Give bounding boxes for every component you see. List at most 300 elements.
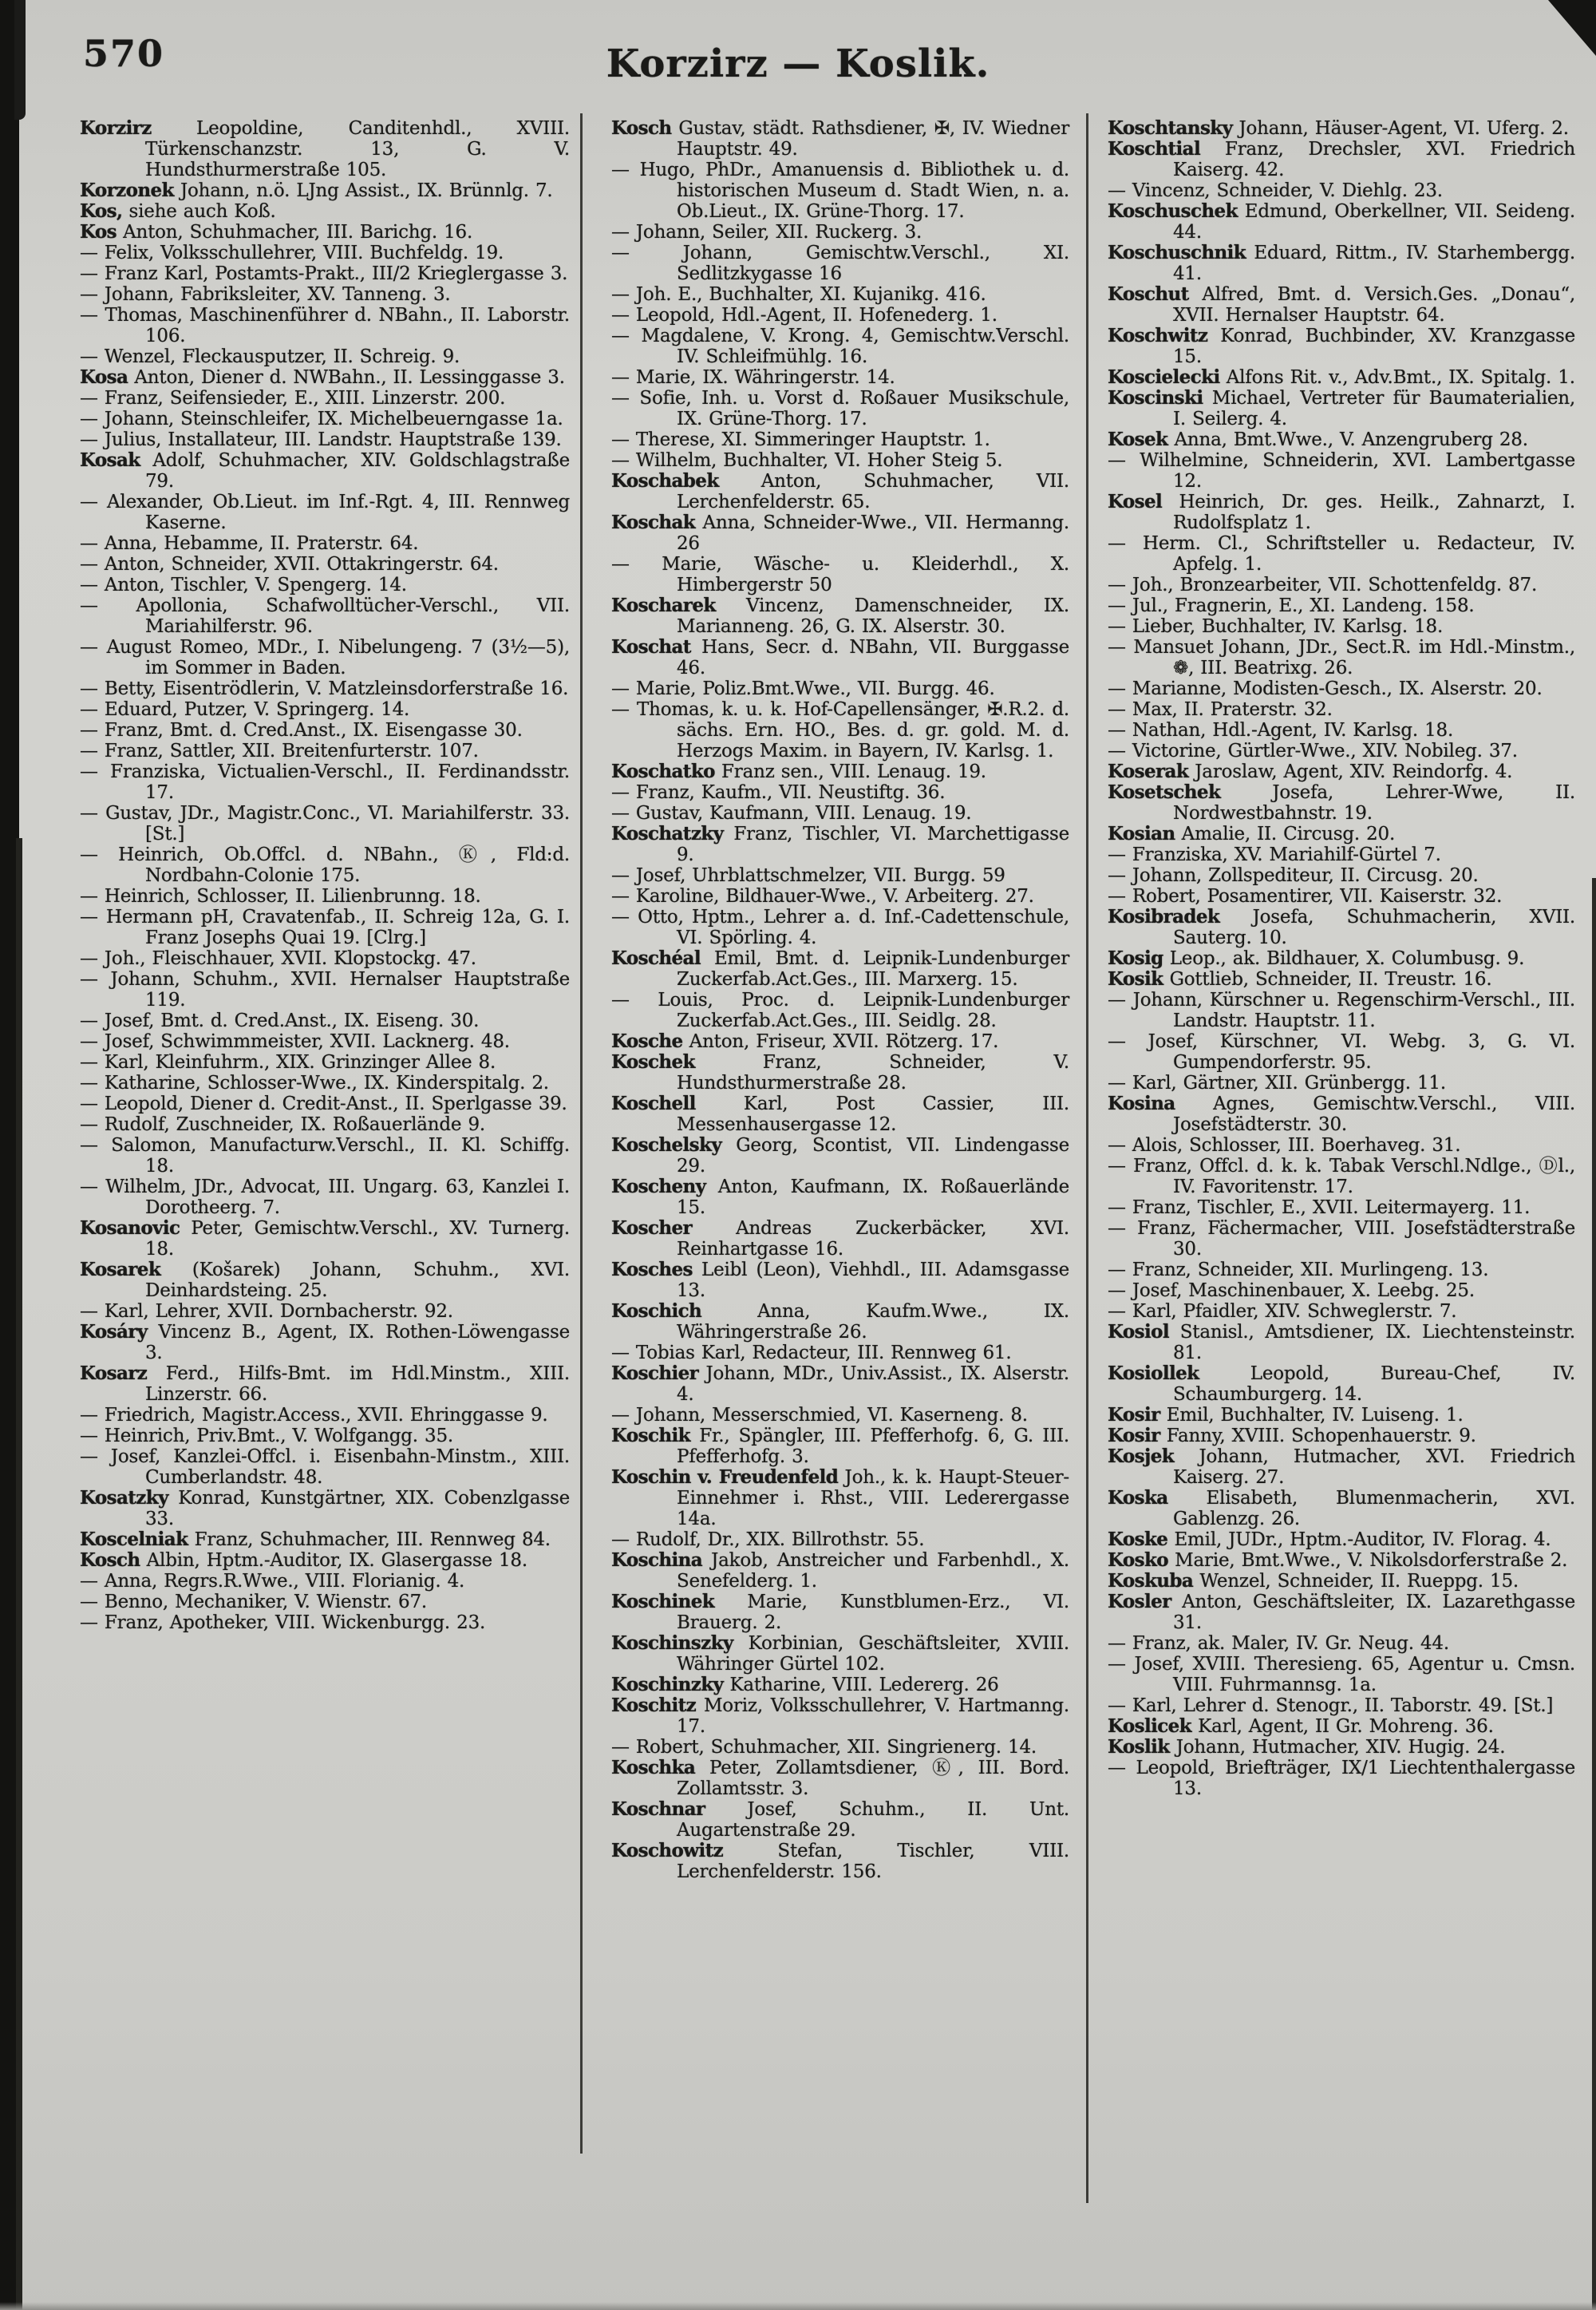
- entry-text: — Sofie, Inh. u. Vorst d. Roßauer Musikschule, IX. Grüne-Thorg. 17.: [611, 388, 1069, 429]
- entry-surname: Koschtansky: [1108, 117, 1233, 139]
- entry-text: — August Romeo, MDr., I. Nibelungeng. 7 (3½—5), im Sommer in Baden.: [80, 637, 570, 678]
- directory-entry: [1108, 1737, 1575, 1758]
- directory-entry: [80, 1031, 570, 1052]
- directory-entry: [80, 844, 570, 886]
- entry-text: — Johann, Messerschmied, VI. Kaserneng. 8.: [611, 1405, 1028, 1426]
- entry-text: — Franz, Seifensieder, E., XIII. Linzerstr. 200.: [80, 388, 506, 409]
- entry-text: — Alexander, Ob.Lieut. im Inf.-Rgt. 4, III. Rennweg Kaserne.: [80, 492, 570, 533]
- entry-text: — Marie, Poliz.Bmt.Wwe., VII. Burgg. 46.: [611, 678, 995, 699]
- entry-text: — Apollonia, Schafwolltücher-Verschl., VII. Mariahilferstr. 96.: [80, 595, 570, 637]
- directory-entry: [80, 969, 570, 1011]
- directory-entry: [1108, 1405, 1575, 1426]
- entry-text: Johann, Hutmacher, XVI. Friedrich Kaiserg. 27.: [1173, 1446, 1575, 1488]
- directory-entry: [1108, 1695, 1575, 1716]
- directory-entry: [611, 1737, 1069, 1758]
- entry-text: — Magdalene, V. Krong. 4, Gemischtw.Verschl. IV. Schleifmühlg. 16.: [611, 326, 1069, 367]
- entry-text: Amalie, II. Circusg. 20.: [1175, 824, 1396, 844]
- entry-text: — Karl, Lehrer d. Stenogr., II. Taborstr. 49. [St.]: [1108, 1695, 1554, 1716]
- entry-surname: Koschat: [611, 636, 691, 658]
- entry-surname: Koschinek: [611, 1591, 715, 1612]
- entry-surname: Koschowitz: [611, 1840, 724, 1861]
- directory-entry: [80, 492, 570, 533]
- directory-entry: [80, 409, 570, 429]
- entry-text: — Eduard, Putzer, V. Springerg. 14.: [80, 699, 410, 720]
- entry-text: — Johann, Seiler, XII. Ruckerg. 3.: [611, 222, 922, 243]
- directory-entry: [611, 1094, 1069, 1135]
- entry-text: Moriz, Volksschullehrer, V. Hartmanng. 17.: [677, 1695, 1069, 1737]
- entry-text: Anton, Geschäftsleiter, IX. Lazarethgasse 31.: [1171, 1592, 1575, 1633]
- directory-entry: [611, 1052, 1069, 1094]
- directory-entry: [611, 388, 1069, 429]
- entry-surname: Koschin v. Freudenfeld: [611, 1466, 839, 1488]
- directory-entry: [611, 637, 1069, 678]
- entry-text: Ferd., Hilfs-Bmt. im Hdl.Minstm., XIII. Linzerstr. 66.: [145, 1363, 570, 1405]
- entry-text: Vincenz, Damenschneider, IX. Marianneng. 26, G. IX. Alserstr. 30.: [677, 595, 1069, 637]
- directory-entry: [80, 450, 570, 492]
- entry-surname: Koschich: [611, 1300, 702, 1322]
- entry-text: — Franz, Sattler, XII. Breitenfurterstr. 107.: [80, 741, 479, 761]
- entry-text: Leopoldine, Canditenhdl., XVIII. Türkenschanzstr. 13, G. V. Hundsthurmerstraße 105.: [145, 118, 570, 180]
- directory-entry: [80, 284, 570, 305]
- entry-surname: Kosarz: [80, 1363, 148, 1384]
- entry-surname: Koschelsky: [611, 1134, 722, 1156]
- entry-text: — Marianne, Modisten-Gesch., IX. Alserstr. 20.: [1108, 678, 1543, 699]
- directory-entry: [1108, 1716, 1575, 1737]
- entry-text: Anton, Kaufmann, IX. Roßauerlände 15.: [677, 1177, 1069, 1218]
- entry-text: — Robert, Schuhmacher, XII. Singrienerg. 14.: [611, 1737, 1037, 1758]
- entry-text: Johann, MDr., Univ.Assist., IX. Alserstr. 4.: [677, 1363, 1069, 1405]
- directory-entry: [611, 1633, 1069, 1675]
- entry-text: Peter, Zollamtsdiener, Ⓚ, III. Bord. Zollamtsstr. 3.: [677, 1758, 1069, 1799]
- entry-text: — Robert, Posamentirer, VII. Kaiserstr. 32.: [1108, 886, 1503, 907]
- directory-entry: [80, 1446, 570, 1488]
- directory-entry: [1108, 1446, 1575, 1488]
- entry-text: — Leopold, Briefträger, IX/1 Liechtenthalergasse 13.: [1108, 1758, 1575, 1799]
- entry-text: — Leopold, Hdl.-Agent, II. Hofenederg. 1.: [611, 305, 998, 326]
- entry-surname: Kosir: [1108, 1425, 1160, 1446]
- entry-text: Gustav, städt. Rathsdiener, ✠, IV. Wiedner Hauptstr. 49.: [671, 118, 1069, 160]
- entry-text: Edmund, Oberkellner, VII. Seideng. 44.: [1173, 201, 1575, 243]
- entry-text: Alfons Rit. v., Adv.Bmt., IX. Spitalg. 1.: [1219, 367, 1575, 388]
- entry-text: Emil, Bmt. d. Leipnik-Lundenburger Zuckerfab.Act.Ges., III. Marxerg. 15.: [677, 948, 1069, 990]
- directory-entry: [80, 637, 570, 678]
- directory-entry: [80, 595, 570, 637]
- entry-text: Anton, Friseur, XVII. Rötzerg. 17.: [682, 1031, 999, 1052]
- directory-entry: [80, 180, 570, 201]
- entry-surname: Koserak: [1108, 761, 1189, 782]
- entry-text: Agnes, Gemischtw.Verschl., VIII. Josefstädterstr. 30.: [1173, 1094, 1575, 1135]
- directory-entry: [611, 907, 1069, 948]
- entry-text: — Leopold, Diener d. Credit-Anst., II. Sperlgasse 39.: [80, 1094, 567, 1114]
- directory-entry: [1108, 139, 1575, 180]
- entry-surname: Kosatzky: [80, 1487, 168, 1509]
- entry-surname: Koschina: [611, 1549, 703, 1571]
- entry-text: — Herm. Cl., Schriftsteller u. Redacteur, IV. Apfelg. 1.: [1108, 533, 1575, 575]
- directory-entry: [1108, 533, 1575, 575]
- entry-surname: Koslicek: [1108, 1715, 1192, 1737]
- entry-text: — Johann, Schuhm., XVII. Hernalser Hauptstraße 119.: [80, 969, 570, 1011]
- directory-entry: [1108, 367, 1575, 388]
- entry-text: Peter, Gemischtw.Verschl., XV. Turnerg. 18.: [145, 1218, 570, 1260]
- entry-text: Anna, Schneider-Wwe., VII. Hermanng. 26: [677, 512, 1069, 554]
- entry-text: — Franz Karl, Postamts-Prakt., III/2 Krieglergasse 3.: [80, 263, 568, 284]
- directory-entry: [1108, 990, 1575, 1031]
- entry-surname: Korzonek: [80, 180, 174, 201]
- entry-surname: Kosch: [80, 1549, 140, 1571]
- entry-surname: Kosetschek: [1108, 781, 1221, 803]
- entry-text: — Anna, Hebamme, II. Praterstr. 64.: [80, 533, 419, 554]
- entry-surname: Kosarek: [80, 1259, 161, 1280]
- entry-text: Franz, Schuhmacher, III. Rennweg 84.: [188, 1529, 551, 1550]
- entry-surname: Koschnar: [611, 1798, 705, 1820]
- entry-surname: Koschell: [611, 1093, 696, 1114]
- entry-text: — Louis, Proc. d. Leipnik-Lundenburger Zuckerfab.Act.Ges., III. Seidlg. 28.: [611, 990, 1069, 1031]
- entry-surname: Koschabek: [611, 470, 719, 492]
- entry-text: Emil, Buchhalter, IV. Luiseng. 1.: [1159, 1405, 1464, 1426]
- directory-entry: [80, 346, 570, 367]
- entry-text: Marie, Kunstblumen-Erz., VI. Brauerg. 2.: [677, 1592, 1069, 1633]
- directory-entry: [80, 741, 570, 761]
- entry-text: Eduard, Rittm., IV. Starhembergg. 41.: [1173, 243, 1575, 284]
- entry-text: — Johann, Fabriksleiter, XV. Tanneng. 3.: [80, 284, 451, 305]
- directory-entry: [80, 1405, 570, 1426]
- directory-entry: [1108, 741, 1575, 761]
- entry-text: Franz, Schneider, V. Hundsthurmerstraße 28.: [677, 1052, 1069, 1094]
- entry-text: — Vincenz, Schneider, V. Diehlg. 23.: [1108, 180, 1443, 201]
- directory-entry: [1108, 948, 1575, 969]
- entry-surname: Kosjek: [1108, 1446, 1175, 1467]
- entry-surname: Kosibradek: [1108, 906, 1220, 928]
- entry-text: — Hermann pH, Cravatenfab., II. Schreig 12a, G. I. Franz Josephs Quai 19. [Clrg.]: [80, 907, 570, 948]
- entry-surname: Koscinski: [1108, 387, 1203, 409]
- entry-surname: Kosiol: [1108, 1321, 1169, 1343]
- directory-entry: [1108, 1156, 1575, 1197]
- directory-entry: [1108, 1301, 1575, 1322]
- entry-text: — Josef, XVIII. Theresieng. 65, Agentur u. Cmsn. VIII. Fuhrmannsg. 1a.: [1108, 1654, 1575, 1695]
- entry-text: Karl, Post Cassier, III. Messenhausergasse 12.: [677, 1094, 1069, 1135]
- directory-entry: [80, 1592, 570, 1612]
- directory-column-1: [80, 118, 570, 1633]
- directory-entry: [80, 201, 570, 222]
- directory-entry: [80, 554, 570, 575]
- entry-text: Anton, Diener d. NWBahn., II. Lessinggasse 3.: [128, 367, 565, 388]
- directory-entry: [1108, 1280, 1575, 1301]
- directory-entry: [1108, 388, 1575, 429]
- entry-text: Leop., ak. Bildhauer, X. Columbusg. 9.: [1163, 948, 1525, 969]
- entry-text: — Karl, Kleinfuhrm., XIX. Grinzinger Allee 8.: [80, 1052, 496, 1073]
- directory-entry: [611, 678, 1069, 699]
- entry-text: — Franz, Bmt. d. Cred.Anst., IX. Eisengasse 30.: [80, 720, 523, 741]
- directory-entry: [80, 575, 570, 595]
- directory-entry: [80, 429, 570, 450]
- directory-entry: [1108, 1135, 1575, 1156]
- directory-entry: [1108, 844, 1575, 865]
- entry-text: Anna, Kaufm.Wwe., IX. Währingerstraße 26.: [677, 1301, 1069, 1343]
- entry-text: — Alois, Schlosser, III. Boerhaveg. 31.: [1108, 1135, 1461, 1156]
- directory-entry: [611, 803, 1069, 824]
- entry-surname: Kosian: [1108, 823, 1175, 844]
- directory-entry: [1108, 1031, 1575, 1073]
- directory-entry: [1108, 699, 1575, 720]
- entry-text: — Jul., Fragnerin, E., XI. Landeng. 158.: [1108, 595, 1475, 616]
- directory-entry: [80, 1529, 570, 1550]
- entry-text: — Josef, Bmt. d. Cred.Anst., IX. Eiseng. 30.: [80, 1011, 480, 1031]
- entry-surname: Koschka: [611, 1757, 696, 1778]
- scan-corner-artifact: [1548, 0, 1596, 56]
- directory-entry: [611, 595, 1069, 637]
- entry-surname: Koschier: [611, 1363, 699, 1384]
- directory-entry: [1108, 1073, 1575, 1094]
- entry-surname: Koscelniak: [80, 1529, 188, 1550]
- directory-entry: [611, 1343, 1069, 1363]
- entry-text: siehe auch Koß.: [122, 201, 276, 222]
- directory-entry: [1108, 1363, 1575, 1405]
- directory-entry: [1108, 720, 1575, 741]
- page-number: 570: [83, 32, 165, 75]
- entry-surname: Koschwitz: [1108, 325, 1208, 346]
- entry-text: Hans, Secr. d. NBahn, VII. Burggasse 46.: [677, 637, 1069, 678]
- entry-surname: Kosek: [1108, 429, 1168, 450]
- entry-text: Konrad, Kunstgärtner, XIX. Cobenzlgasse 33.: [145, 1488, 570, 1529]
- entry-surname: Koschak: [611, 512, 696, 533]
- entry-text: — Salomon, Manufacturw.Verschl., II. Kl. Schiffg. 18.: [80, 1135, 570, 1177]
- entry-surname: Koschuschnik: [1108, 242, 1246, 263]
- directory-entry: [1108, 180, 1575, 201]
- entry-text: — Franziska, XV. Mariahilf-Gürtel 7.: [1108, 844, 1441, 865]
- directory-entry: [611, 471, 1069, 512]
- directory-entry: [1108, 761, 1575, 782]
- entry-text: Joh., k. k. Haupt-Steuer-Einnehmer i. Rhst., VIII. Lederergasse 14a.: [677, 1467, 1070, 1529]
- entry-surname: Koska: [1108, 1487, 1168, 1509]
- directory-entry: [80, 1073, 570, 1094]
- entry-text: — Josef, Schwimmmeister, XVII. Lacknerg. 48.: [80, 1031, 510, 1052]
- entry-text: — Victorine, Gürtler-Wwe., XIV. Nobileg. 37.: [1108, 741, 1518, 761]
- directory-entry: [611, 1467, 1069, 1529]
- entry-text: Josefa, Schuhmacherin, XVII. Sauterg. 10.: [1173, 907, 1575, 948]
- directory-entry: [80, 1612, 570, 1633]
- directory-entry: [1108, 678, 1575, 699]
- directory-entry: [1108, 1488, 1575, 1529]
- directory-entry: [80, 1135, 570, 1177]
- entry-text: — Franz, ak. Maler, IV. Gr. Neug. 44.: [1108, 1633, 1449, 1654]
- entry-surname: Koscielecki: [1108, 366, 1220, 388]
- directory-entry: [80, 678, 570, 699]
- directory-entry: [80, 222, 570, 243]
- entry-text: — Thomas, k. u. k. Hof-Capellensänger, ✠.R.2. d. sächs. Ern. HO., Bes. d. gr. gold. M. d. Herzogs Maxim. in Bayern, IV. Karlsg. 1.: [611, 699, 1069, 761]
- directory-entry: [1108, 1218, 1575, 1260]
- entry-surname: Koschatzky: [611, 823, 724, 844]
- directory-entry: [611, 512, 1069, 554]
- directory-entry: [611, 1426, 1069, 1467]
- entry-surname: Kosler: [1108, 1591, 1171, 1612]
- page-title: Korzirz — Koslik.: [606, 42, 990, 86]
- entry-text: — Tobias Karl, Redacteur, III. Rennweg 61.: [611, 1343, 1012, 1363]
- entry-text: — Heinrich, Schlosser, II. Lilienbrunng. 18.: [80, 886, 481, 907]
- directory-entry: [611, 429, 1069, 450]
- directory-entry: [1108, 969, 1575, 990]
- directory-entry: [611, 886, 1069, 907]
- entry-text: Franz sen., VIII. Lenaug. 19.: [714, 761, 986, 782]
- entry-surname: Koschek: [611, 1051, 695, 1073]
- directory-entry: [80, 886, 570, 907]
- entry-surname: Korzirz: [80, 117, 152, 139]
- entry-text: — Rudolf, Dr., XIX. Billrothstr. 55.: [611, 1529, 925, 1550]
- entry-text: — Karoline, Bildhauer-Wwe., V. Arbeiterg. 27.: [611, 886, 1034, 907]
- entry-text: — Anna, Regrs.R.Wwe., VIII. Florianig. 4.: [80, 1571, 465, 1592]
- directory-entry: [1108, 782, 1575, 824]
- entry-surname: Kosanovic: [80, 1217, 180, 1239]
- scan-edge-artifact: [0, 2302, 1596, 2310]
- entry-text: — Franz, Tischler, E., XVII. Leitermayerg. 11.: [1108, 1197, 1531, 1218]
- entry-surname: Koscharek: [611, 595, 716, 616]
- entry-surname: Kos: [80, 221, 117, 243]
- entry-text: Korbinian, Geschäftsleiter, XVIII. Währinger Gürtel 102.: [677, 1633, 1069, 1675]
- directory-entry: [611, 865, 1069, 886]
- directory-entry: [611, 450, 1069, 471]
- entry-text: Stanisl., Amtsdiener, IX. Liechtensteinstr. 81.: [1169, 1322, 1575, 1363]
- directory-entry: [80, 1301, 570, 1322]
- directory-entry: [1108, 824, 1575, 844]
- directory-entry: [1108, 1426, 1575, 1446]
- directory-entry: [80, 1052, 570, 1073]
- entry-text: — Franz, Schneider, XII. Murlingeng. 13.: [1108, 1260, 1489, 1280]
- entry-surname: Kosch: [611, 117, 672, 139]
- directory-entry: [611, 990, 1069, 1031]
- directory-entry: [611, 1799, 1069, 1841]
- directory-entry: [611, 1592, 1069, 1633]
- directory-entry: [611, 160, 1069, 222]
- entry-text: — Joh. E., Buchhalter, XI. Kujanikg. 416.: [611, 284, 986, 305]
- directory-entry: [1108, 616, 1575, 637]
- entry-text: Fanny, XVIII. Schopenhauerstr. 9.: [1159, 1426, 1476, 1446]
- directory-entry: [611, 1031, 1069, 1052]
- directory-entry: [611, 1758, 1069, 1799]
- directory-entry: [1108, 907, 1575, 948]
- entry-surname: Koschtial: [1108, 138, 1201, 160]
- entry-surname: Kosak: [80, 449, 140, 471]
- directory-entry: [611, 326, 1069, 367]
- directory-entry: [611, 824, 1069, 865]
- entry-surname: Koschinszky: [611, 1632, 733, 1654]
- entry-surname: Koslik: [1108, 1736, 1170, 1758]
- entry-text: — Joh., Bronzearbeiter, VII. Schottenfeldg. 87.: [1108, 575, 1538, 595]
- directory-entry: [80, 761, 570, 803]
- directory-entry: [1108, 1260, 1575, 1280]
- entry-text: — Heinrich, Ob.Offcl. d. NBahn., Ⓚ, Fld:d. Nordbahn-Colonie 175.: [80, 844, 570, 886]
- directory-entry: [1108, 637, 1575, 678]
- entry-text: Marie, Bmt.Wwe., V. Nikolsdorferstraße 2.: [1168, 1550, 1568, 1571]
- directory-entry: [80, 533, 570, 554]
- entry-text: — Anton, Schneider, XVII. Ottakringerstr. 64.: [80, 554, 499, 575]
- directory-entry: [611, 1363, 1069, 1405]
- directory-entry: [1108, 326, 1575, 367]
- entry-text: Michael, Vertreter für Baumaterialien, I. Seilerg. 4.: [1173, 388, 1575, 429]
- entry-text: — Hugo, PhDr., Amanuensis d. Bibliothek u. d. historischen Museum d. Stadt Wien, n. a. Ob.Lieut., IX. Grüne-Thorg. 17.: [611, 160, 1069, 222]
- directory-entry: [1108, 1654, 1575, 1695]
- directory-entry: [80, 1571, 570, 1592]
- entry-text: Fr., Spängler, III. Pfefferhofg. 6, G. III. Pfefferhofg. 3.: [677, 1426, 1069, 1467]
- directory-entry: [611, 305, 1069, 326]
- directory-entry: [80, 1177, 570, 1218]
- directory-entry: [80, 1426, 570, 1446]
- entry-surname: Kosiollek: [1108, 1363, 1199, 1384]
- entry-text: Johann, n.ö. LJng Assist., IX. Brünnlg. 7.: [173, 180, 553, 201]
- entry-surname: Kosel: [1108, 491, 1163, 512]
- directory-entry: [80, 699, 570, 720]
- entry-surname: Koscheny: [611, 1176, 706, 1197]
- entry-surname: Kosa: [80, 366, 128, 388]
- entry-surname: Koske: [1108, 1529, 1168, 1550]
- scan-edge-artifact: [1592, 878, 1596, 2310]
- directory-entry: [1108, 595, 1575, 616]
- directory-entry: [80, 1094, 570, 1114]
- entry-text: — Marie, IX. Währingerstr. 14.: [611, 367, 895, 388]
- entry-text: — Friedrich, Magistr.Access., XVII. Ehringgasse 9.: [80, 1405, 548, 1426]
- directory-entry: [1108, 1529, 1575, 1550]
- directory-entry: [1108, 1197, 1575, 1218]
- entry-surname: Kosches: [611, 1259, 693, 1280]
- directory-entry: [611, 948, 1069, 990]
- entry-surname: Kos,: [80, 200, 123, 222]
- directory-entry: [611, 782, 1069, 803]
- directory-entry: [611, 1695, 1069, 1737]
- directory-entry: [611, 118, 1069, 160]
- entry-text: — Marie, Wäsche- u. Kleiderhdl., X. Himbergerstr 50: [611, 554, 1069, 595]
- entry-text: Albin, Hptm.-Auditor, IX. Glasergasse 18.: [140, 1550, 527, 1571]
- entry-text: — Anton, Tischler, V. Spengerg. 14.: [80, 575, 407, 595]
- entry-text: Leibl (Leon), Viehhdl., III. Adamsgasse 13.: [677, 1260, 1069, 1301]
- entry-text: — Karl, Pfaidler, XIV. Schweglerstr. 7.: [1108, 1301, 1457, 1322]
- entry-text: Stefan, Tischler, VIII. Lerchenfelderstr. 156.: [677, 1841, 1069, 1882]
- entry-text: — Felix, Volksschullehrer, VIII. Buchfeldg. 19.: [80, 243, 504, 263]
- directory-entry: [1108, 575, 1575, 595]
- entry-text: — Johann, Kürschner u. Regenschirm-Verschl., III. Landstr. Hauptstr. 11.: [1108, 990, 1575, 1031]
- entry-text: — Karl, Gärtner, XII. Grünbergg. 11.: [1108, 1073, 1446, 1094]
- directory-entry: [1108, 450, 1575, 492]
- directory-entry: [611, 367, 1069, 388]
- entry-surname: Kosir: [1108, 1404, 1160, 1426]
- directory-entry: [80, 388, 570, 409]
- directory-entry: [611, 1218, 1069, 1260]
- entry-text: Adolf, Schuhmacher, XIV. Goldschlagstraße 79.: [140, 450, 570, 492]
- entry-text: — Wilhelmine, Schneiderin, XVI. Lambertgasse 12.: [1108, 450, 1575, 492]
- directory-entry: [80, 1260, 570, 1301]
- directory-entry: [1108, 1592, 1575, 1633]
- directory-entry: [1108, 1571, 1575, 1592]
- entry-text: — Franz, Offcl. d. k. k. Tabak Verschl.Ndlge., Ⓓl., IV. Favoritenstr. 17.: [1108, 1156, 1575, 1197]
- entry-text: Anton, Schuhmacher, III. Barichg. 16.: [116, 222, 473, 243]
- directory-entry: [1108, 118, 1575, 139]
- directory-entry: [80, 803, 570, 844]
- entry-text: Franz, Tischler, VI. Marchettigasse 9.: [677, 824, 1069, 865]
- directory-entry: [80, 1550, 570, 1571]
- entry-surname: Kosche: [611, 1030, 683, 1052]
- entry-surname: Kosig: [1108, 947, 1163, 969]
- entry-text: Jaroslaw, Agent, XIV. Reindorfg. 4.: [1188, 761, 1513, 782]
- entry-text: — Wenzel, Fleckausputzer, II. Schreig. 9.: [80, 346, 460, 367]
- directory-entry: [611, 1529, 1069, 1550]
- directory-entry: [611, 1135, 1069, 1177]
- entry-text: Katharine, VIII. Ledererg. 26: [723, 1675, 999, 1695]
- directory-entry: [611, 1550, 1069, 1592]
- entry-text: — Josef, Uhrblattschmelzer, VII. Burgg. 59: [611, 865, 1005, 886]
- entry-text: — Katharine, Schlosser-Wwe., IX. Kinderspitalg. 2.: [80, 1073, 549, 1094]
- entry-text: — Franz, Apotheker, VIII. Wickenburgg. 23.: [80, 1612, 486, 1633]
- directory-entry: [611, 284, 1069, 305]
- entry-text: — Josef, Kanzlei-Offcl. i. Eisenbahn-Minstm., XIII. Cumberlandstr. 48.: [80, 1446, 570, 1488]
- directory-entry: [80, 263, 570, 284]
- directory-entry: [1108, 284, 1575, 326]
